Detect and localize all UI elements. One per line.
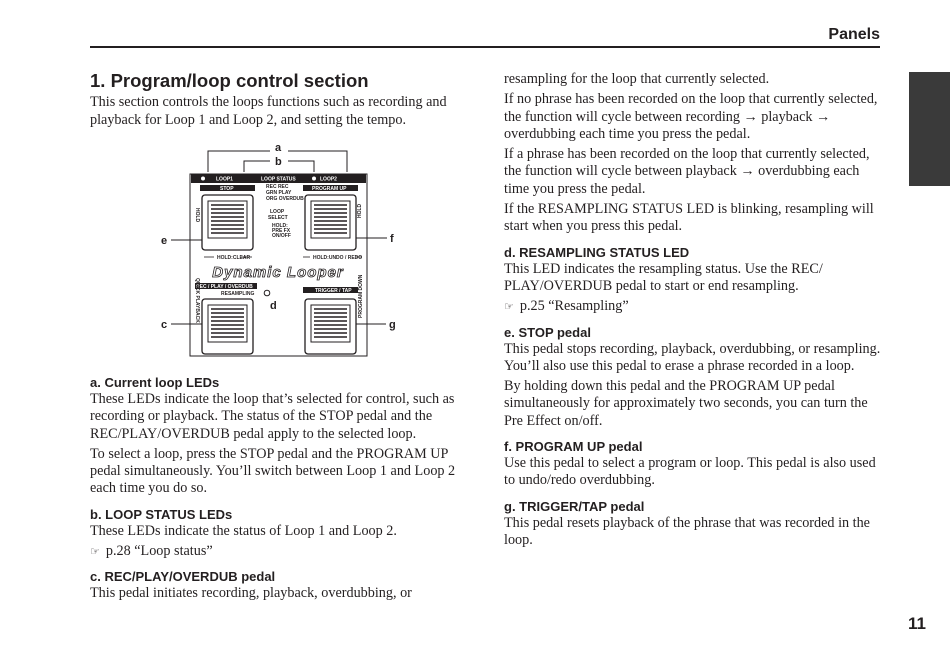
loop2-label: LOOP2 [320,176,337,183]
e-paragraph-1: This pedal stops recording, playback, overdubbing, or resampling. You’ll also use this pedal to erase a phrase recorded in a loop. [504,340,881,374]
a-paragraph-1: These LEDs indicate the loop that’s selected for control, such as recording or playback. The status of the STOP pedal and the REC/PLAY/OVERDUB pedal apply to the selected loop. [90,391,455,442]
dynamic-looper-logo: Dynamic Looper [212,264,344,281]
section-intro: This section controls the loops functions such as recording and playback for Loop 1 and Loop 2, and setting the tempo. [90,94,447,128]
e-paragraph-2: By holding down this pedal and the PROGRAM UP pedal simultaneously for approximately two seconds, you can turn the Pre Effect on/off. [504,378,868,429]
status-legend-line-1: REC REC [266,184,289,190]
status-legend-line-3: ORG OVERDUB [266,196,304,202]
trigger-tap-label: TRIGGER / TAP [315,288,352,294]
loop1-label: LOOP1 [216,176,233,183]
rec-play-overdub-pedal [202,299,253,354]
f-paragraph-1: Use this pedal to select a program or loop. This pedal is also used to undo/redo overdubbing. [504,455,876,489]
right-paragraph-0: resampling for the loop that currently selected. [504,71,770,87]
b-reference-text: p.28 “Loop status” [105,543,213,560]
pointing-hand-icon: ☞ [90,545,100,559]
d-reference-text: p.25 “Resampling” [519,298,629,315]
program-down-label: PROGRAM DOWN [358,274,364,318]
hold-pre-fx-line-1: HOLD: [272,223,288,229]
program-up-label: PROGRAM UP [312,186,347,192]
rec-play-overdub-label: REC / PLAY / OVERDUB [196,284,253,290]
left-column [90,72,470,132]
program-up-pedal [305,195,356,250]
hold-pre-fx-line-2: PRE FX [272,228,291,234]
loop-select-line-1: LOOP [270,209,285,215]
heading-g-trigger-tap-pedal: g. TRIGGER/TAP pedal [504,498,645,514]
right-paragraph-2: If a phrase has been recorded on the loop that currently selected, the function will cycle between playback → overdubbing each time you press the pedal. [504,146,870,197]
heading-f-program-up-pedal: f. PROGRAM UP pedal [504,439,643,455]
trigger-tap-pedal [305,299,356,354]
heading-b-loop-status-leds: b. LOOP STATUS LEDs [90,506,233,522]
b-reference [90,543,470,560]
g-paragraph-1: This pedal resets playback of the phrase that was recorded in the loop. [504,514,870,548]
heading-c-rec-play-overdub-pedal: c. REC/PLAY/OVERDUB pedal [90,569,276,585]
right-column [504,71,886,552]
header-rule [90,46,880,48]
heading-a-current-loop-leds: a. Current loop LEDs [90,375,220,390]
right-paragraph-1: If no phrase has been recorded on the loop that currently selected, the function will cycle between recording → playback → overdubbing each time you press the pedal. [504,91,878,142]
callout-b: b [275,156,282,168]
loop-status-label: LOOP STATUS [261,176,296,183]
left-column-lower [90,374,470,606]
d-reference [504,298,886,315]
pedal-panel-diagram [160,138,405,360]
callout-f: f [390,233,394,245]
hold-undo-redo-label: HOLD:UNDO / REDO [313,255,363,261]
section-tab-marker [909,72,950,186]
callout-g: g [389,319,396,331]
page-header-title: Panels [828,26,880,43]
hold-left-label: HOLD [194,208,200,223]
resampling-label: RESAMPLING [221,291,255,297]
hold-clear-label: HOLD:CLEAR [217,255,251,261]
page-number: 11 [908,614,926,633]
heading-d-resampling-status-led: d. RESAMPLING STATUS LED [504,244,690,260]
hold-right-label: HOLD [357,203,363,218]
callout-c: c [161,319,168,331]
callout-a: a [275,142,282,154]
hold-pre-fx-line-3: ON/OFF [272,233,291,239]
d-paragraph-1: This LED indicates the resampling status. Use the REC/ PLAY/OVERDUB pedal to start or end resampling. [504,260,823,294]
c-paragraph-1: This pedal initiates recording, playback, overdubbing, or [90,585,412,602]
status-legend-line-2: GRN PLAY [266,190,292,196]
callout-e: e [161,235,168,247]
loop-select-line-2: SELECT [268,215,288,221]
right-paragraph-3: If the RESAMPLING STATUS LED is blinking, resampling will start when you press this pedal. [504,201,874,235]
heading-e-stop-pedal: e. STOP pedal [504,324,591,340]
callout-d: d [270,300,277,312]
pointing-hand-icon: ☞ [504,300,514,314]
quick-playback-label: QUICK PLAYBACK [194,278,200,323]
section-title: 1. Program/loop control section [90,70,369,91]
b-paragraph-1: These LEDs indicate the status of Loop 1 and Loop 2. [90,522,397,539]
stop-pedal [202,195,253,250]
a-paragraph-2: To select a loop, press the STOP pedal and the PROGRAM UP pedal simultaneously. You’ll switch between Loop 1 and Loop 2 each time you do so. [90,445,456,497]
stop-label: STOP [220,186,234,192]
